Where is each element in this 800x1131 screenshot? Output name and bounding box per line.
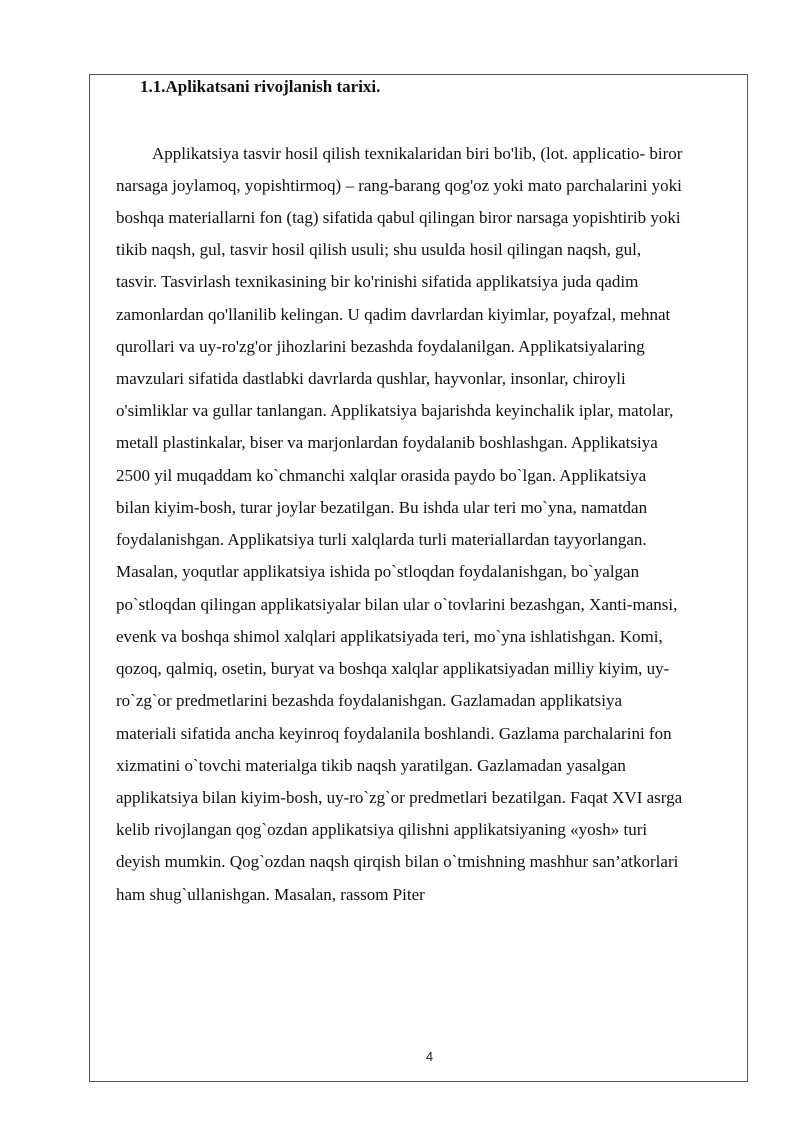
paragraph-line: Applikatsiya tasvir hosil qilish texnikalaridan biri bo'lib, (lot. applicatio- biror [152, 144, 683, 163]
paragraph-line: qozoq, qalmiq, osetin, buryat va boshqa xalqlar applikatsiyadan milliy kiyim, uy- [116, 659, 670, 678]
paragraph-line: tikib naqsh, gul, tasvir hosil qilish usuli; shu usulda hosil qilingan naqsh, gul, [116, 240, 642, 259]
paragraph-line: o'simliklar va gullar tanlangan. Applikatsiya bajarishda keyinchalik iplar, matolar, [116, 401, 674, 420]
paragraph-line: mavzulari sifatida dastlabki davrlarda qushlar, hayvonlar, insonlar, chiroyli [116, 369, 626, 388]
paragraph-line: zamonlardan qo'llanilib kelingan. U qadim davrlardan kiyimlar, poyafzal, mehnat [116, 305, 671, 324]
paragraph-line: foydalanishgan. Applikatsiya turli xalqlarda turli materiallardan tayyorlangan. [116, 530, 647, 549]
page-number: 4 [425, 1049, 434, 1064]
paragraph-line: narsaga joylamoq, yopishtirmoq) – rang-barang qog'oz yoki mato parchalarini yoki [116, 176, 682, 195]
paragraph-line: ham shug`ullanishgan. Masalan, rassom Piter [116, 885, 425, 904]
paragraph-line: Masalan, yoqutlar applikatsiya ishida po`stloqdan foydalanishgan, bo`yalgan [116, 562, 640, 581]
paragraph-line: tasvir. Tasvirlash texnikasining bir ko'rinishi sifatida applikatsiya juda qadim [116, 272, 639, 291]
paragraph-line: deyish mumkin. Qog`ozdan naqsh qirqish bilan o`tmishning mashhur san’atkorlari [116, 852, 679, 871]
paragraph-line: kelib rivojlangan qog`ozdan applikatsiya qilishni applikatsiyaning «yosh» turi [116, 820, 648, 839]
section-heading: 1.1.Aplikatsani rivojlanish tarixi. [140, 77, 381, 96]
paragraph-line: xizmatini o`tovchi materialga tikib naqsh yaratilgan. Gazlamadan yasalgan [116, 756, 626, 775]
paragraph-line: qurollari va uy-ro'zg'or jihozlarini bezashda foydalanilgan. Applikatsiyalaring [116, 337, 645, 356]
paragraph-line: ro`zg`or predmetlarini bezashda foydalanishgan. Gazlamadan applikatsiya [116, 691, 623, 710]
paragraph-line: materiali sifatida ancha keyinroq foydalanila boshlandi. Gazlama parchalarini fon [116, 724, 672, 743]
paragraph-line: 2500 yil muqaddam ko`chmanchi xalqlar orasida paydo bo`lgan. Applikatsiya [116, 466, 647, 485]
paragraph-line: evenk va boshqa shimol xalqlari applikatsiyada teri, mo`yna ishlatishgan. Komi, [116, 627, 663, 646]
paragraph-line: bilan kiyim-bosh, turar joylar bezatilgan. Bu ishda ular teri mo`yna, namatdan [116, 498, 648, 517]
paragraph-line: metall plastinkalar, biser va marjonlardan foydalanib boshlashgan. Applikatsiya [116, 433, 658, 452]
paragraph-line: po`stloqdan qilingan applikatsiyalar bilan ular o`tovlarini bezashgan, Xanti-mansi, [116, 595, 678, 614]
paragraph-line: boshqa materiallarni fon (tag) sifatida qabul qilingan biror narsaga yopishtirib yoki [116, 208, 681, 227]
paragraph-line: applikatsiya bilan kiyim-bosh, uy-ro`zg`or predmetlari bezatilgan. Faqat XVI asrga [116, 788, 683, 807]
